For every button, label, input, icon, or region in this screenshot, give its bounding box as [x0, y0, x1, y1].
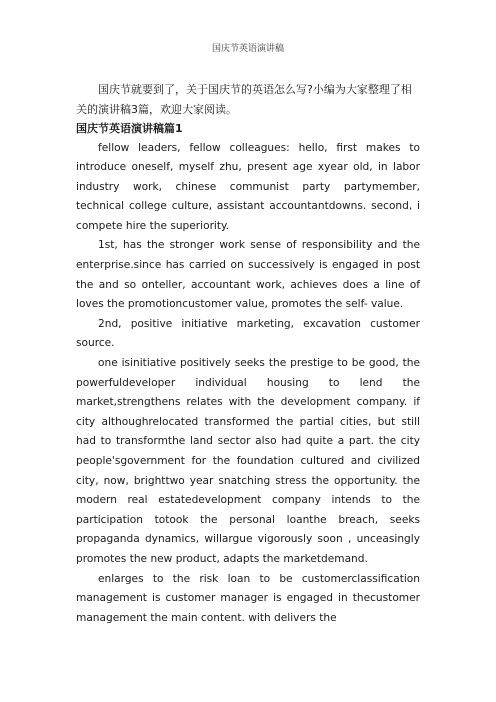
page-header-title: 国庆节英语演讲稿 [211, 44, 284, 54]
body-paragraph: fellow leaders, fellow colleagues: hello, first makes to introduce oneself, myself zhu, present age xyear old, in labor industry work, chinese communist party partymember, technical college culture, assistant accountantdowns. second, i compete hire the superiority. [76, 141, 420, 232]
intro-paragraph: 国庆节就要到了，关于国庆节的英语怎么写?小编为大家整理了相关的演讲稿3篇，欢迎大家阅读。 [76, 83, 412, 116]
body-paragraph: 2nd, positive initiative marketing, excavation customer source. [76, 317, 420, 350]
body-paragraph: one isinitiative positively seeks the prestige to be good, the powerfuldeveloper individual housing to lend the market,strengthens relates with the development company. if city althoughrelocated transformed the partial cities, but still had to transformthe land sector also had quite a part. the city people'sgovernment for the foundation cultured and civilized city, now, brighttwo year snatching stress the opportunity. the modern real estatedevelopment company intends to the participation totook the personal loanthe breach, seeks propaganda dynamics, willargue vigorously soon , unceasingly promotes the new product, adapts the marketdemand. [76, 357, 420, 565]
body-paragraph: 1st, has the stronger work sense of responsibility and the enterprise.since has carried on successively is engaged in post the and so onteller, accountant work, achieves does a line of loves the promotioncustomer value, promotes the self- value. [76, 239, 420, 311]
document-body [76, 80, 420, 628]
body-paragraph: enlarges to the risk loan to be customerclassification management is customer manager is engaged in thecustomer management the main content. with delivers the [76, 572, 420, 624]
section-heading: 国庆节英语演讲稿篇1 [76, 122, 183, 135]
